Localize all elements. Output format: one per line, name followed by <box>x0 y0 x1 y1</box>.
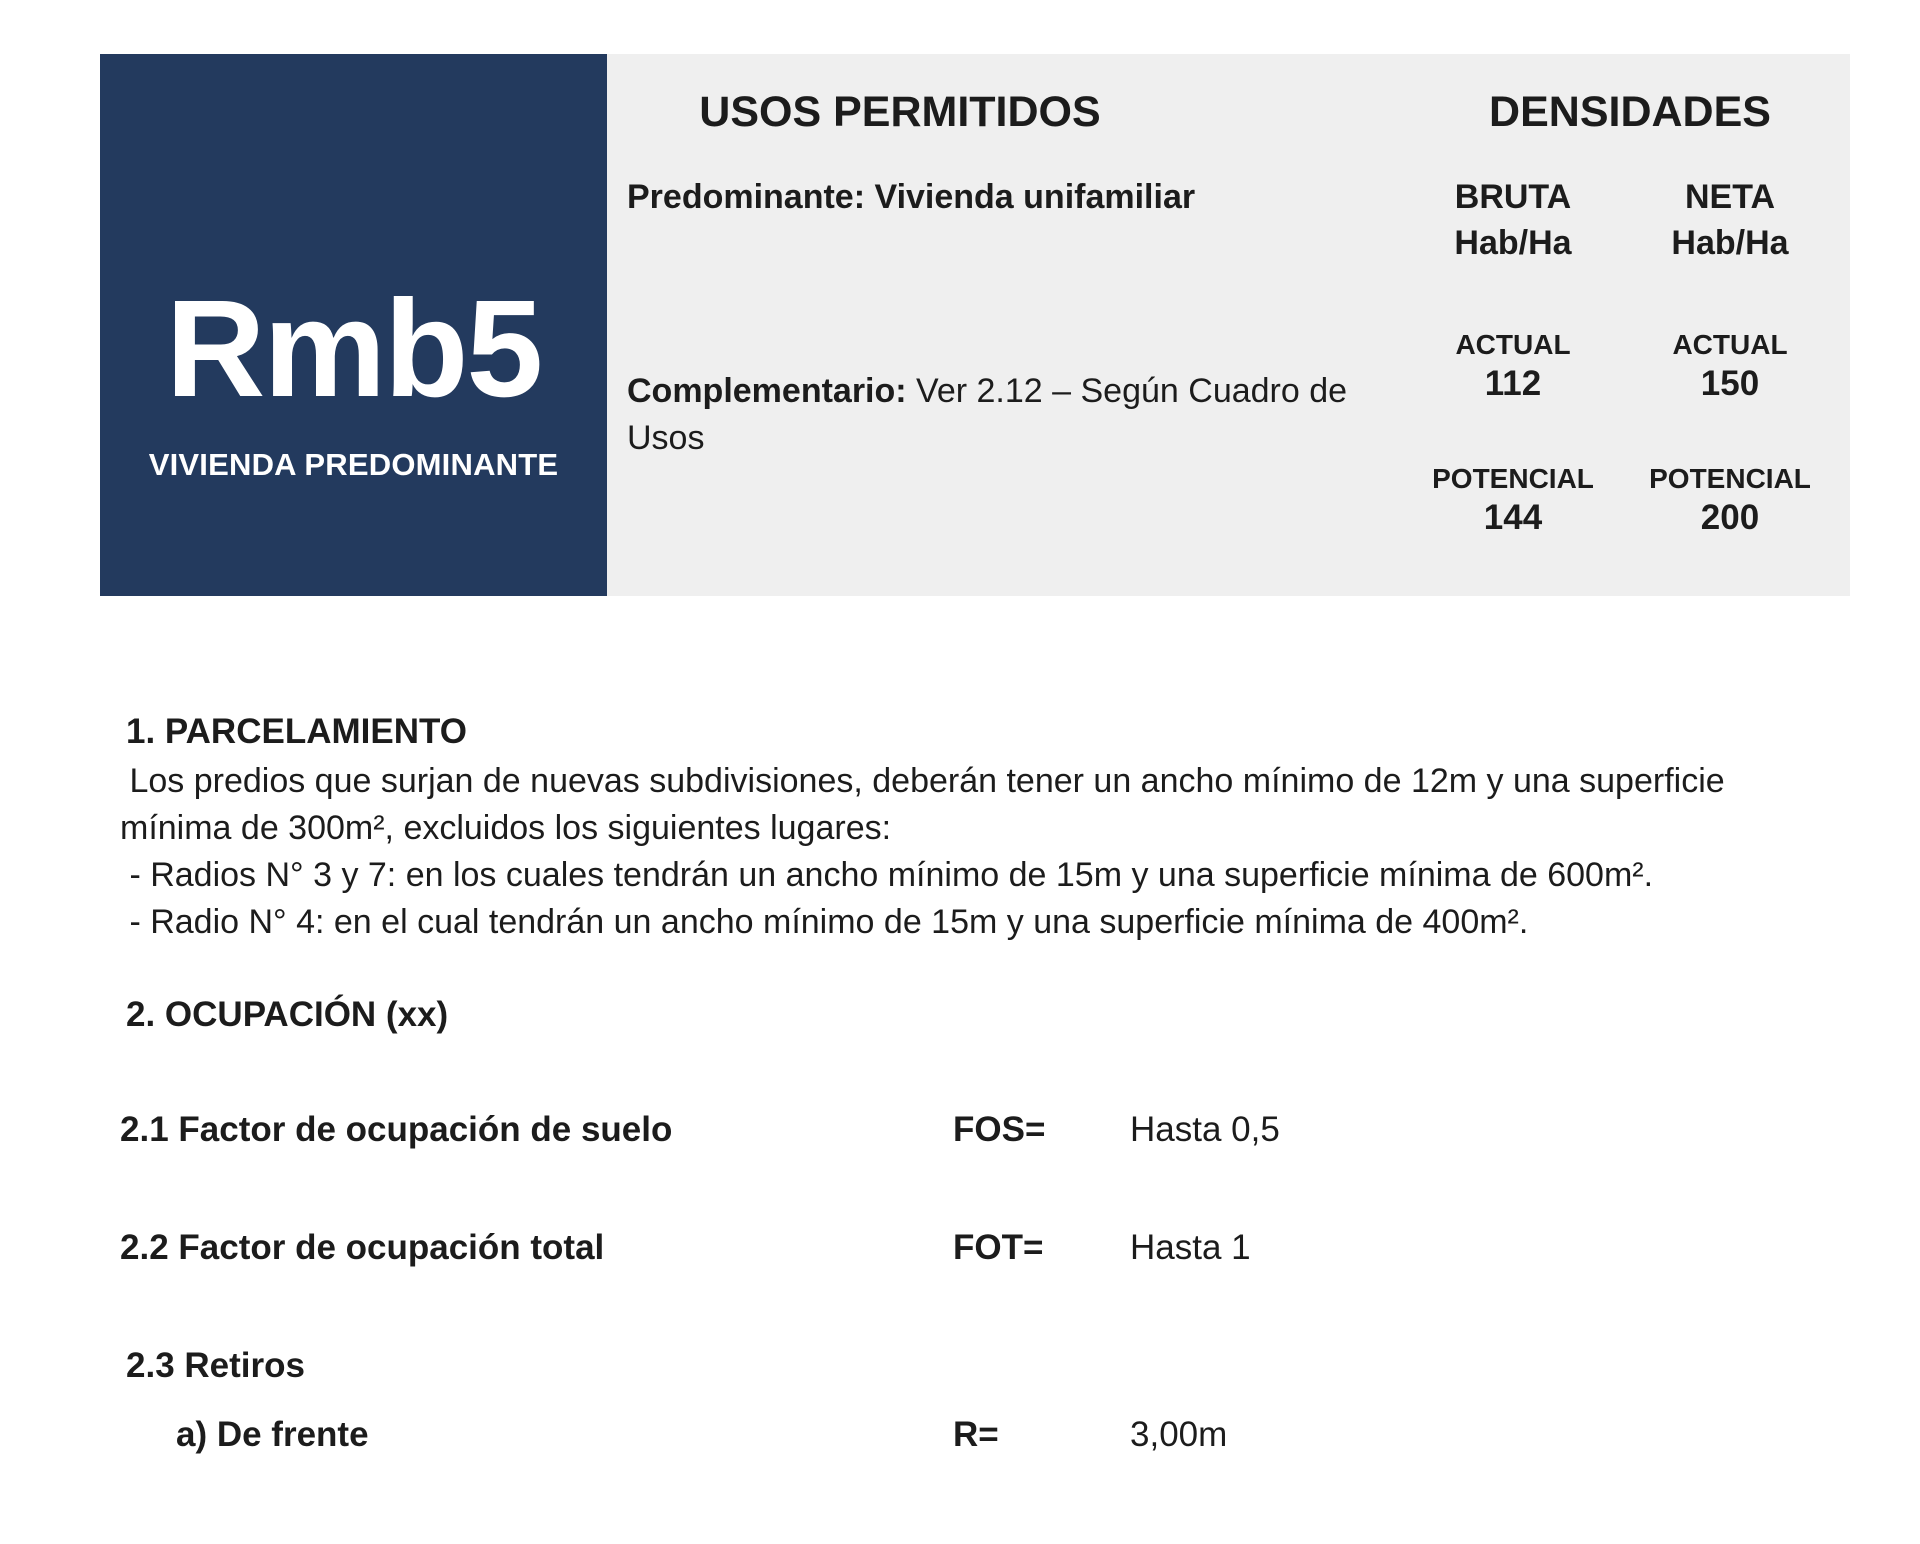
parcelamiento-line: mínima de 300m², excluidos los siguientes lugares: <box>120 809 892 847</box>
frente-value: 3,00m <box>1130 1415 1228 1454</box>
potential-value: 200 <box>1700 498 1760 537</box>
fos-value: Hasta 0,5 <box>1130 1110 1280 1149</box>
density-potential-neta <box>1620 462 1840 540</box>
densities-title: DENSIDADES <box>1489 88 1771 136</box>
complementary-use <box>627 368 1397 462</box>
predominant-use <box>627 174 1397 221</box>
density-name: NETA <box>1684 178 1776 216</box>
fos-label: 2.1 Factor de ocupación de suelo <box>120 1110 673 1149</box>
section-ocupacion-title: 2. OCUPACIÓN (xx) <box>126 995 449 1034</box>
retiros-title: 2.3 Retiros <box>126 1346 305 1385</box>
fot-label: 2.2 Factor de ocupación total <box>120 1228 605 1267</box>
fot-key: FOT= <box>953 1228 1044 1267</box>
parcelamiento-line: - Radios N° 3 y 7: en los cuales tendrán un ancho mínimo de 15m y una superficie mínima de 600m². <box>120 856 1654 894</box>
section-parcelamiento-body <box>120 758 1725 946</box>
potential-value: 144 <box>1483 498 1543 537</box>
frente-label: a) De frente <box>176 1415 369 1454</box>
complementary-label: Complementario: <box>627 372 907 410</box>
actual-value: 112 <box>1484 364 1542 403</box>
predominant-label: Predominante: <box>627 178 866 216</box>
zone-badge <box>100 54 607 596</box>
density-col-neta <box>1620 174 1840 266</box>
density-col-bruta <box>1403 174 1623 266</box>
density-potential-bruta <box>1403 462 1623 540</box>
actual-label: ACTUAL <box>1672 329 1788 360</box>
potential-label: POTENCIAL <box>1432 463 1594 494</box>
density-actual-neta <box>1620 328 1840 406</box>
complementary-value-cont: Usos <box>627 419 705 457</box>
potential-label: POTENCIAL <box>1649 463 1811 494</box>
density-actual-bruta <box>1403 328 1623 406</box>
density-unit: Hab/Ha <box>1671 224 1789 262</box>
density-name: BRUTA <box>1454 178 1572 216</box>
predominant-value: Vivienda unifamiliar <box>874 178 1196 216</box>
actual-value: 150 <box>1700 364 1760 403</box>
section-parcelamiento-title: 1. PARCELAMIENTO <box>126 712 467 751</box>
complementary-value: Ver 2.12 – Según Cuadro de <box>916 372 1348 410</box>
parcelamiento-line: - Radio N° 4: en el cual tendrán un ancho mínimo de 15m y una superficie mínima de 400m². <box>120 903 1529 941</box>
zone-code: Rmb5 <box>165 272 542 426</box>
zone-subtitle: VIVIENDA PREDOMINANTE <box>148 447 559 482</box>
density-unit: Hab/Ha <box>1454 224 1572 262</box>
actual-label: ACTUAL <box>1455 329 1571 360</box>
fos-key: FOS= <box>953 1110 1046 1149</box>
parcelamiento-line: Los predios que surjan de nuevas subdivisiones, deberán tener un ancho mínimo de 12m y una superficie <box>120 762 1725 800</box>
fot-value: Hasta 1 <box>1130 1228 1251 1267</box>
frente-key: R= <box>953 1415 999 1454</box>
uses-title: USOS PERMITIDOS <box>699 88 1101 136</box>
